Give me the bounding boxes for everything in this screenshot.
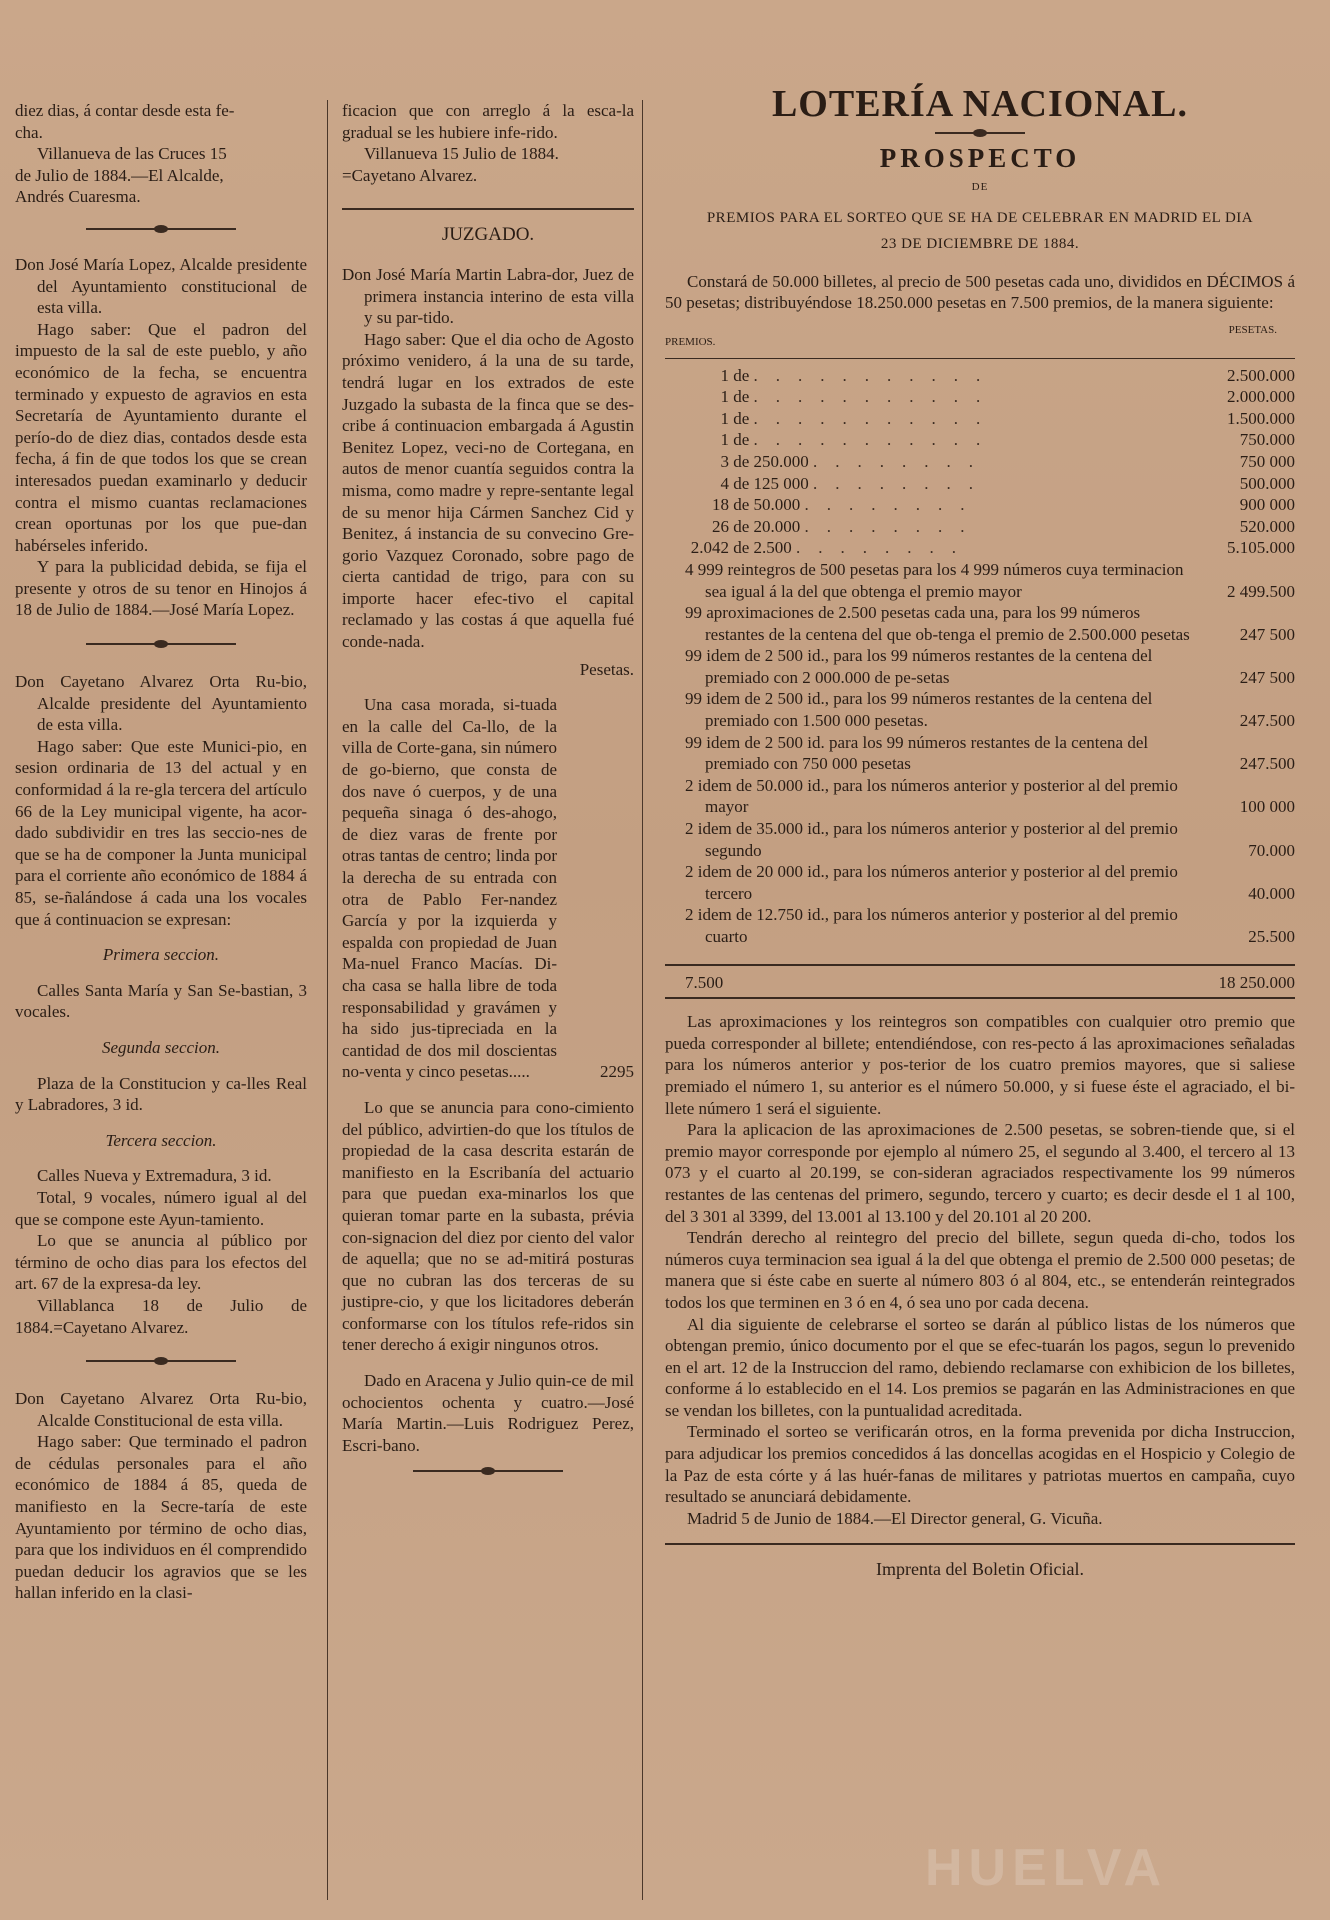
table-row: 3 de 250.000 ........ 750 000 <box>720 451 1295 471</box>
edict-paragraph: Y para la publicidad debida, se fija el presente y otros de su tenor en Hinojos á 18 de Julio de 1884.—José María Lopez. <box>15 557 307 620</box>
column-right <box>665 83 1295 1581</box>
edict-heading: Don José María Lopez, Alcalde presidente del Ayuntamiento constitucional de esta villa. <box>15 254 307 318</box>
library-watermark-logo: HUELVA <box>925 1839 1168 1897</box>
intro-paragraph: Constará de 50.000 billetes, al precio de 500 pesetas cada uno, divididos en DÉCIMOS á 50 pesetas; distribuyéndose 18.250.000 pesetas en 7.500 premios, de la manera siguiente: <box>665 271 1295 313</box>
section-text: Plaza de la Constitucion y ca-lles Real y Labradores, 3 id. <box>15 1073 307 1115</box>
table-row: 1 de ........... 750.000 <box>720 430 1295 450</box>
edict-heading: Don José María Martin Labra-dor, Juez de primera instancia interino de esta villa y su par-tido. <box>342 264 634 328</box>
ornament-divider <box>86 1360 236 1362</box>
ornament-divider <box>86 643 236 645</box>
section-title: Tercera seccion. <box>105 1130 217 1150</box>
column-middle <box>342 100 634 1482</box>
prize-table <box>665 365 1295 948</box>
text-line: Villanueva de las Cruces 15 <box>37 144 227 164</box>
table-row: 18 de 50.000 ........ 900 000 <box>712 495 1295 515</box>
property-entry <box>342 694 634 1083</box>
prospecto-heading: PROSPECTO <box>879 142 1081 173</box>
edict-paragraph: Hago saber: Que el dia ocho de Agosto próximo venidero, á la una de su tarde, tendrá lugar en los extrados de este Juzgado la subasta de la finca que se des-cribe á continuacion embargada á Agustin Benitez Lopez, veci-no de Cortegana, en autos de menor cuantía seguidos contra la misma, como madre y repre-sentante legal de su menor hija Cármen Sanchez Cid y Benitez, á instancia de su convecino Gre-gorio Vazquez Coronado, sobre pago de cierta cantidad de trigo, para con su importe hacer efec-tivo el capital reclamado y las costas á que aquella fué conde-nada. <box>342 329 634 652</box>
table-row: 99 idem de 2 500 id., para los 99 números restantes de la centena del premiado con 2 000.000 de pe-setas 247 500 <box>685 646 1295 687</box>
prospecto-subtitle: PREMIOS PARA EL SORTEO QUE SE HA DE CELEBRAR EN MADRID EL DIA <box>706 209 1254 226</box>
edict-heading: Don Cayetano Alvarez Orta Ru-bio, Alcalde Constitucional de esta villa. <box>15 1389 307 1430</box>
footer-rule <box>665 1543 1295 1545</box>
header-pesetas: PESETAS. <box>1228 323 1277 336</box>
table-row: 4 999 reintegros de 500 pesetas para los 4 999 números cuya terminacion sea igual á la del que obtenga el premio mayor 2 499.500 <box>685 559 1295 601</box>
section-rule <box>342 208 634 210</box>
prize-table-header <box>665 323 1295 354</box>
text-line: de Julio de 1884.—El Alcalde, <box>15 165 224 185</box>
table-row: 2 idem de 20 000 id., para los números anterior y posterior al del premio tercero 40.000 <box>685 862 1295 903</box>
table-row: 1 de ........... 2.500.000 <box>720 365 1295 385</box>
notes-paragraph: Tendrán derecho al reintegro del precio del billete, segun queda di-cho, todos los números cuya terminacion sea igual á la del que obtenga el premio de 2.500 000 pesetas; de manera que si éste cabe en suerte al número 803 ó al 804, etc., se entenderán reintegrados todos los que terminen en 3 ó en 4, ó sea uno por cada decena. <box>665 1228 1295 1312</box>
page-title: LOTERÍA NACIONAL. <box>771 83 1189 125</box>
table-row: 99 idem de 2 500 id. para los 99 números restantes de la centena del premiado con 750 000 pesetas 247.500 <box>685 732 1295 774</box>
text-line: Andrés Cuaresma. <box>15 187 141 207</box>
printer-imprint: Imprenta del Boletin Oficial. <box>876 1559 1084 1580</box>
edict-paragraph: Hago saber: Que terminado el padron de cédulas personales para el año económico de 1884 á 85, queda de manifiesto en la Secre-taría de este Ayuntamiento por término de ocho dias, para que los individuos en él comprendido puedan deducir los agravios que se les hallan inferido en la clasi- <box>15 1432 307 1603</box>
table-row: 2 idem de 12.750 id., para los números anterior y posterior al del premio cuarto 25.500 <box>685 905 1295 946</box>
text-line: cha. <box>15 122 43 142</box>
text-line: diez dias, á contar desde esta fe- <box>15 101 235 120</box>
table-row: 99 idem de 2 500 id., para los 99 números restantes de la centena del premiado con 1.500 000 pesetas. 247.500 <box>685 689 1295 731</box>
edict-paragraph: Dado en Aracena y Julio quin-ce de mil ochocientos ochenta y cuatro.—José María Martin.—Luis Rodriguez Perez, Escri-bano. <box>342 1371 634 1455</box>
table-total-row <box>665 964 1295 994</box>
edict-paragraph: Hago saber: Que el padron del impuesto de la sal de este pueblo, y año económico de la fecha, se encuentra terminado y expuesto de agravios en esta Secretaría de Ayuntamiento durante el perío-do de diez dias, contados desde esta fecha, á fin de que todos los que se crean interesados puedan examinarlo y deducir contra el mismo cuantas reclamaciones crean oportunas por los que pue-dan habérseles inferido. <box>15 319 307 555</box>
total-pesetas: 18 250.000 <box>1218 972 1295 992</box>
section-text: Calles Nueva y Extremadura, 3 id. <box>37 1166 272 1186</box>
section-text: Calles Santa María y San Se-bastian, 3 vocales. <box>15 980 307 1022</box>
ornament-divider <box>413 1470 563 1472</box>
edict-paragraph: Lo que se anuncia para cono-cimiento del público, advirtien-do que los títulos de propiedad de la casa descrita estarán de manifiesto en la Escribanía del actuario para que puedan exa-minarlos los que quieran tomar parte en la subasta, prévia con-signacion del diez por ciento del valor de aquella; que no se ad-mitirá posturas que no cubran las dos terceras de su justipre-cio, y que los licitadores deberán conformarse con los títulos refe-ridos sin tener derecho á exigir ningunos otros. <box>342 1097 634 1355</box>
edict-heading: Don Cayetano Alvarez Orta Ru-bio, Alcalde presidente del Ayuntamiento de esta villa. <box>15 672 307 735</box>
table-row: 1 de ........... 2.000.000 <box>720 387 1295 407</box>
text-line: =Cayetano Alvarez. <box>342 165 478 185</box>
column-left <box>15 100 307 1604</box>
notes-paragraph: Las aproximaciones y los reintegros son compatibles con cualquier otro premio que pueda corresponder al billete; entendiéndose, con res-pecto á las aproximaciones señaladas para los números anterior y pos-terior de los cuatro premios mayores, que si saliese premiado el número 1, su anterior es el número 50.000, y si fuese éste el agraciado, el bi-llete número 1 será el siguiente. <box>665 1012 1295 1118</box>
notes-paragraph: Terminado el sorteo se verificarán otros, en la forma prevenida por dicha Instruccion, para adjudicar los premios concedidos á las doncellas acogidas en el Hospicio y Colegio de la Paz de esta córte y á las huér-fanas de militares y patriotas muertos en campaña, cuyo resultado se anunciará debidamente. <box>665 1422 1295 1507</box>
table-row: 2 idem de 35.000 id., para los números anterior y posterior al del premio segundo 70.000 <box>685 819 1295 860</box>
total-premios: 7.500 <box>685 972 724 992</box>
column-rule <box>327 100 328 1900</box>
table-row: 2.042 de 2.500 ........ 5.105.000 <box>690 538 1295 558</box>
edict-paragraph: Villablanca 18 de Julio de 1884.=Cayetano Alvarez. <box>15 1295 307 1337</box>
column-rule <box>642 100 643 1900</box>
header-premios: PREMIOS. <box>665 335 716 348</box>
edict-paragraph: Total, 9 vocales, número igual al del que se compone este Ayun-tamiento. <box>15 1187 307 1229</box>
property-description: Una casa morada, si-tuada en la calle del Ca-llo, de la villa de Corte-gana, sin número de go-bierno, que consta de dos nave ó cuerpos, y de una pequeña sinaga ó des-ahogo, de diez varas de frente por otras tantas de centro; linda por la derecha de su entrada con otra de Pablo Fer-nandez García y por la izquierda y espalda con propiedad de Juan Ma-nuel Franco Macías. Di-cha casa se halla libre de toda responsabilidad y gravámen y ha sido jus-tipreciada en la cantidad de dos mil doscientas no-venta y cinco pesetas..... <box>342 695 557 1082</box>
edict-paragraph: Hago saber: Que este Munici-pio, en sesion ordinaria de 13 del actual y en conformidad á la re-gla tercera del artículo 66 de la Ley municipal vigente, ha acor-dado subdividir en tres las seccio-nes de que se ha de componer la Junta municipal para el corriente año económico de 1884 á 85, se-ñalándose á cada una los vocales que á continuacion se expresan: <box>15 736 307 929</box>
column-label: Pesetas. <box>579 659 634 679</box>
prospecto-date: 23 DE DICIEMBRE DE 1884. <box>880 235 1080 252</box>
prospecto-de: DE <box>971 181 989 194</box>
section-heading: JUZGADO. <box>441 224 535 246</box>
table-row: 26 de 20.000 ........ 520.000 <box>712 516 1295 536</box>
ornament-divider <box>86 228 236 230</box>
section-title: Primera seccion. <box>102 945 220 965</box>
text-line: Villanueva 15 Julio de 1884. <box>364 144 559 164</box>
text-paragraph: ficacion que con arreglo á la esca-la gradual se les hubiere infe-rido. <box>342 101 634 142</box>
notes-paragraph: Al dia siguiente de celebrarse el sorteo se darán al público listas de los números que obtengan premio, único documento por el que se efec-tuarán los pagos, segun lo prevenido en el art. 12 de la Instruccion del ramo, debiendo reclamarse con exhibicion de los billetes, conforme á lo establecido en el 14. Los premios se pagarán en las Administraciones en que se vendan los billetes, con la puntualidad acreditada. <box>665 1314 1295 1420</box>
notes-paragraph: Para la aplicacion de las aproximaciones de 2.500 pesetas, se sobren-tiende que, si el premio mayor corresponde por ejemplo al número 25, el segundo al 3.400, el tercero al 13 073 y el cuarto al 20.199, se con-sideran agraciados respectivamente los 99 números restantes de las centenas del primero, segundo, tercero y cuarto; es decir desde el 1 al 100, del 3 301 al 3399, del 13.001 al 13.100 y del 20.101 al 20 200. <box>665 1120 1295 1226</box>
table-row: 99 aproximaciones de 2.500 pesetas cada una, para los 99 números restantes de la centena del que ob-tenga el premio de 2.500.000 pesetas 247 500 <box>685 603 1295 644</box>
ornament-divider <box>935 132 1025 134</box>
table-row: 1 de ........... 1.500.000 <box>720 408 1295 428</box>
table-row: 4 de 125 000 ........ 500.000 <box>720 473 1295 493</box>
section-title: Segunda seccion. <box>101 1037 221 1057</box>
table-row: 2 idem de 50.000 id., para los números anterior y posterior al del premio mayor 100 000 <box>685 775 1295 817</box>
property-value: 2295 <box>600 1062 634 1082</box>
signature-line: Madrid 5 de Junio de 1884.—El Director general, G. Vicuña. <box>687 1508 1103 1528</box>
edict-paragraph: Lo que se anuncia al público por término de ocho dias para los efectos del art. 67 de la expresa-da ley. <box>15 1231 307 1294</box>
